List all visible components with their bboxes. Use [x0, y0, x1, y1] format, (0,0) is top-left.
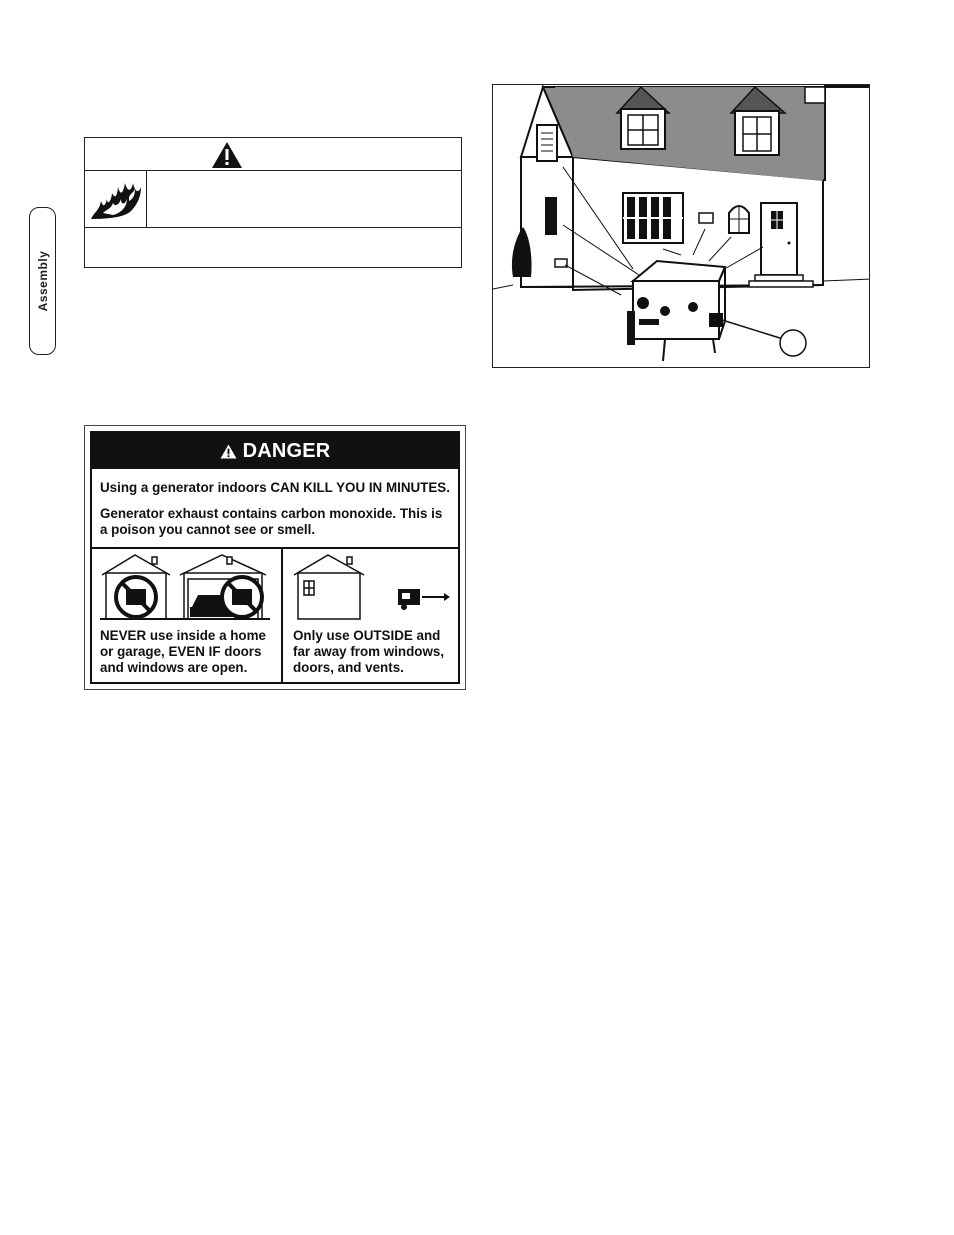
danger-statement: Using a generator indoors CAN KILL YOU IN MINUTES.: [100, 480, 450, 495]
danger-label-frame: [90, 431, 460, 684]
section-tab-label: Assembly: [35, 250, 50, 312]
warning-triangle-icon: [220, 444, 237, 459]
outdoor-instruction-caption: Only use OUTSIDE and far away from windows, doors, and vents.: [293, 628, 445, 675]
generator-placement-illustration: [492, 84, 870, 368]
outdoor-use-pictogram: [292, 551, 458, 621]
warning-triangle-icon: [211, 141, 243, 169]
prohibited-generator-icon: [222, 577, 262, 617]
fire-icon: [85, 171, 147, 227]
generator-icon: [398, 589, 420, 610]
indoor-warning-caption: NEVER use inside a home or garage, EVEN IF doors and windows are open.: [100, 628, 266, 675]
fire-warning-box: [84, 137, 462, 268]
danger-explanation: Generator exhaust contains carbon monoxide. This is a poison you cannot see or smell.: [100, 506, 443, 537]
prohibited-generator-icon: [116, 577, 156, 617]
danger-divider: [92, 547, 458, 549]
house-drawing: [493, 85, 870, 368]
warning-divider: [85, 227, 461, 228]
prohibited-indoor-pictograms: [100, 551, 270, 621]
fire-icon-cell: [85, 171, 147, 227]
section-tab: [29, 207, 56, 355]
danger-title: DANGER: [242, 439, 331, 462]
danger-header: [92, 433, 458, 469]
warning-header: [85, 138, 461, 171]
danger-column-divider: [281, 547, 283, 682]
danger-label: [84, 425, 466, 690]
arrow-right-icon: [422, 593, 450, 601]
